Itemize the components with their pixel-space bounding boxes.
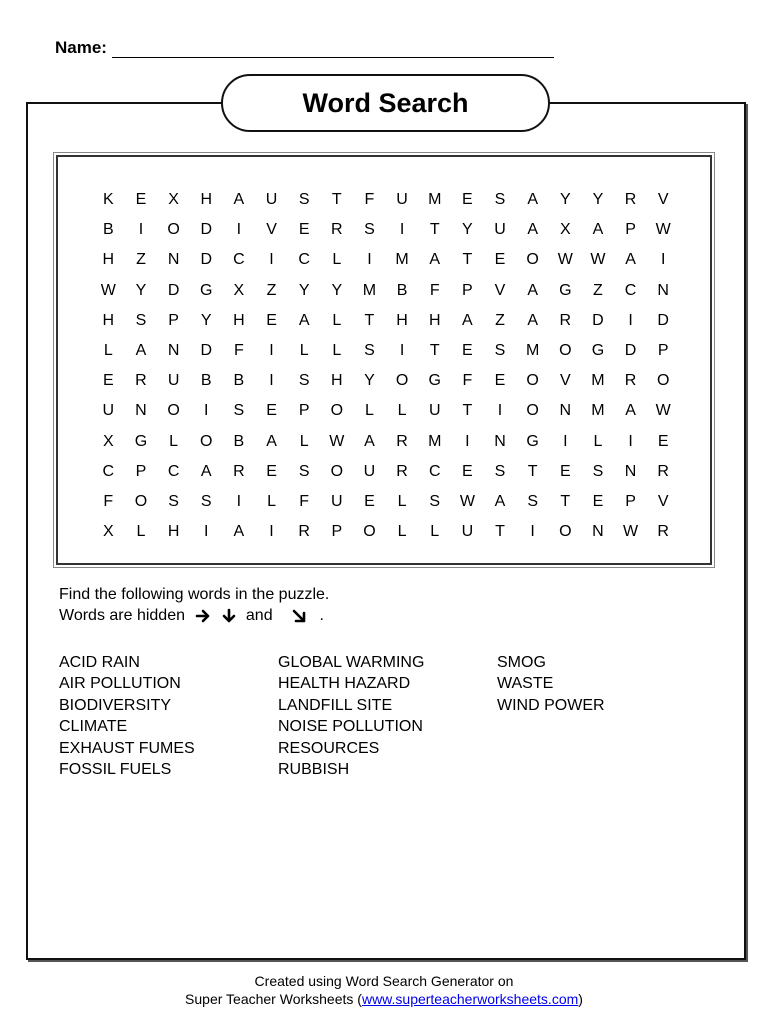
grid-letter: O: [395, 372, 409, 390]
grid-letter: I: [236, 492, 242, 510]
grid-letter: I: [236, 221, 242, 239]
grid-letter: Y: [462, 221, 473, 239]
grid-letter: Y: [331, 281, 343, 299]
grid-letter: M: [428, 432, 442, 450]
grid-letter: G: [428, 372, 441, 390]
grid-letter: U: [428, 402, 441, 420]
grid-letter: W: [459, 492, 475, 510]
grid-letter: P: [657, 342, 669, 360]
grid-letter: N: [135, 402, 147, 420]
grid-letter: U: [396, 191, 408, 209]
grid-letter: L: [169, 432, 179, 450]
grid-letter: I: [465, 432, 470, 450]
grid-letter: P: [462, 281, 473, 299]
word-list-item: RUBBISH: [278, 761, 350, 779]
grid-letter: D: [592, 311, 604, 329]
grid-letter: X: [102, 432, 114, 450]
grid-letter: E: [592, 492, 604, 510]
grid-letter: S: [494, 191, 506, 209]
grid-letter: R: [396, 462, 408, 480]
grid-letter: O: [330, 462, 344, 480]
grid-letter: S: [298, 462, 310, 480]
grid-row: [92, 245, 680, 275]
name-field-row: [55, 38, 554, 58]
grid-letter: A: [233, 523, 245, 541]
grid-letter: C: [298, 251, 310, 269]
footer: [0, 972, 768, 1008]
grid-letter: H: [102, 251, 115, 269]
grid-letter: D: [624, 342, 637, 360]
grid-letter: T: [560, 492, 571, 510]
grid-letter: G: [134, 432, 148, 450]
grid-letter: V: [657, 191, 669, 209]
grid-letter: O: [559, 523, 572, 541]
grid-letter: C: [624, 281, 637, 299]
grid-letter: S: [298, 191, 310, 209]
grid-letter: Y: [200, 311, 212, 329]
grid-letter: T: [462, 402, 473, 420]
name-label: Name:: [55, 38, 107, 57]
grid-row: [92, 276, 680, 306]
grid-row: [92, 457, 680, 487]
grid-letter: M: [395, 251, 409, 269]
grid-letter: Y: [559, 191, 571, 209]
grid-letter: E: [102, 372, 114, 390]
grid-letter: C: [233, 251, 245, 269]
grid-letter: A: [364, 432, 375, 450]
footer-prefix: Super Teacher Worksheets (: [185, 991, 362, 1007]
grid-letter: K: [102, 191, 114, 209]
word-list-column-3: [497, 652, 605, 716]
grid-letter: P: [298, 402, 310, 420]
grid-letter: U: [102, 402, 115, 420]
grid-letter: Y: [592, 191, 604, 209]
grid-letter: S: [135, 311, 147, 329]
grid-letter: B: [233, 432, 245, 450]
grid-letter: O: [134, 492, 148, 510]
grid-letter: I: [399, 342, 405, 360]
grid-letter: G: [591, 342, 605, 360]
grid-letter: H: [167, 523, 180, 541]
grid-letter: E: [494, 372, 506, 390]
grid-letter: A: [298, 311, 310, 329]
grid-letter: L: [332, 251, 342, 269]
grid-letter: U: [494, 221, 506, 239]
grid-letter: E: [135, 191, 147, 209]
grid-letter: Z: [136, 251, 146, 269]
grid-letter: O: [200, 432, 213, 450]
grid-letter: A: [592, 221, 604, 239]
grid-letter: T: [527, 462, 538, 480]
grid-letter: I: [497, 402, 503, 420]
grid-row: [92, 427, 680, 457]
grid-letter: H: [428, 311, 441, 329]
instructions-and: and: [245, 607, 273, 624]
word-list-item: ACID RAIN: [59, 654, 140, 671]
grid-letter: O: [526, 251, 539, 269]
grid-letter: O: [559, 342, 572, 360]
grid-letter: I: [628, 432, 633, 450]
grid-letter: I: [269, 523, 274, 541]
grid-letter: E: [364, 492, 375, 510]
word-list-item: NOISE POLLUTION: [278, 718, 423, 736]
grid-letter: T: [429, 221, 440, 239]
grid-letter: F: [233, 342, 244, 360]
grid-letter: O: [526, 372, 539, 390]
grid-letter: L: [103, 342, 113, 360]
grid-letter: L: [299, 432, 309, 450]
instructions-line-1: Find the following words in the puzzle.: [59, 586, 330, 603]
grid-letter: F: [299, 492, 310, 510]
word-list-item: BIODIVERSITY: [59, 696, 172, 714]
grid-letter: E: [462, 342, 473, 360]
grid-letter: B: [396, 281, 408, 299]
grid-letter: I: [269, 342, 274, 360]
arrow-down-icon: [221, 608, 237, 624]
grid-letter: R: [559, 311, 572, 329]
grid-letter: A: [266, 432, 277, 450]
grid-letter: O: [167, 221, 180, 239]
grid-letter: A: [625, 251, 636, 269]
grid-letter: O: [363, 523, 376, 541]
grid-letter: W: [557, 251, 573, 269]
instructions-period: .: [319, 607, 324, 624]
grid-letter: V: [494, 281, 506, 299]
grid-letter: W: [329, 432, 345, 450]
grid-letter: A: [135, 342, 147, 360]
grid-letter: A: [527, 191, 538, 209]
grid-letter: L: [430, 523, 440, 541]
grid-letter: Y: [364, 372, 375, 390]
grid-letter: L: [299, 342, 309, 360]
grid-letter: W: [590, 251, 606, 269]
grid-letter: M: [525, 342, 540, 360]
grid-letter: U: [265, 191, 278, 209]
footer-link[interactable]: www.superteacherworksheets.com: [361, 991, 579, 1007]
grid-letter: D: [200, 251, 213, 269]
word-list-item: LANDFILL SITE: [278, 696, 393, 714]
grid-letter: I: [204, 523, 209, 541]
grid-row: [92, 215, 680, 245]
grid-letter: I: [269, 251, 274, 269]
grid-letter: M: [428, 191, 442, 209]
grid-letter: S: [494, 462, 506, 480]
arrow-down-right-icon: [291, 608, 307, 624]
grid-letter: C: [102, 462, 115, 480]
grid-letter: L: [364, 402, 374, 420]
grid-letter: I: [530, 523, 535, 541]
word-list-item: FOSSIL FUELS: [59, 761, 172, 779]
grid-letter: R: [233, 462, 245, 480]
word-list-column-2: [278, 652, 424, 780]
grid-letter: E: [266, 402, 277, 420]
grid-letter: Z: [266, 281, 277, 299]
grid-letter: F: [364, 191, 375, 209]
grid-letter: E: [657, 432, 669, 450]
grid-letter: R: [135, 372, 147, 390]
grid-letter: N: [559, 402, 572, 420]
grid-letter: I: [204, 402, 209, 420]
word-list-item: EXHAUST FUMES: [59, 739, 195, 757]
grid-letter: S: [233, 402, 245, 420]
grid-letter: P: [135, 462, 147, 480]
grid-letter: A: [200, 462, 212, 480]
grid-letter: C: [167, 462, 180, 480]
grid-letter: B: [233, 372, 245, 390]
grid-letter: D: [657, 311, 669, 329]
grid-letter: S: [494, 342, 506, 360]
grid-letter: W: [100, 281, 116, 299]
grid-letter: N: [657, 281, 669, 299]
grid-letter: T: [462, 251, 473, 269]
word-list-item: AIR POLLUTION: [59, 675, 181, 693]
grid-row: [92, 366, 680, 396]
word-list-item: SMOG: [497, 654, 546, 671]
grid-letter: V: [266, 221, 277, 239]
grid-letter: P: [625, 221, 636, 239]
grid-letter: A: [429, 251, 441, 269]
grid-letter: T: [429, 342, 440, 360]
grid-letter: I: [660, 251, 666, 269]
grid-letter: A: [527, 221, 538, 239]
grid-letter: G: [200, 281, 213, 299]
grid-letter: N: [624, 462, 637, 480]
grid-letter: S: [527, 492, 538, 510]
grid-letter: F: [429, 281, 440, 299]
instructions: [59, 584, 329, 626]
grid-letter: U: [461, 523, 474, 541]
footer-line-1: Created using Word Search Generator on: [254, 973, 514, 989]
grid-letter: G: [526, 432, 539, 450]
grid-letter: H: [396, 311, 408, 329]
grid-row: [92, 185, 680, 215]
grid-letter: R: [396, 432, 408, 450]
grid-letter: V: [657, 492, 669, 510]
grid-letter: A: [625, 402, 636, 420]
grid-letter: H: [102, 311, 115, 329]
grid-letter: Y: [298, 281, 310, 299]
instructions-hidden-label: Words are hidden: [59, 607, 185, 624]
grid-letter: Y: [135, 281, 147, 299]
grid-letter: R: [624, 372, 637, 390]
grid-letter: R: [657, 462, 669, 480]
grid-letter: N: [494, 432, 506, 450]
grid-letter: S: [168, 492, 179, 510]
grid-letter: C: [428, 462, 441, 480]
grid-letter: E: [462, 462, 473, 480]
instructions-line-2: [59, 605, 329, 626]
grid-letter: W: [655, 221, 671, 239]
grid-row: [92, 396, 680, 426]
word-list-item: WIND POWER: [497, 696, 605, 714]
grid-letter: B: [102, 221, 114, 239]
grid-letter: L: [332, 342, 342, 360]
grid-letter: O: [330, 402, 344, 420]
grid-letter: F: [103, 492, 114, 510]
grid-letter: W: [655, 402, 671, 420]
grid-letter: M: [591, 402, 605, 420]
grid-letter: E: [559, 462, 571, 480]
grid-letter: O: [656, 372, 670, 390]
grid-letter: F: [462, 372, 473, 390]
word-list-item: HEALTH HAZARD: [278, 675, 411, 693]
arrow-right-icon: [195, 608, 211, 624]
word-list-item: WASTE: [497, 675, 554, 693]
grid-letter: L: [267, 492, 276, 510]
grid-letter: P: [168, 311, 179, 329]
grid-letter: L: [332, 311, 342, 329]
grid-letter: S: [298, 372, 310, 390]
grid-letter: E: [266, 462, 277, 480]
grid-letter: L: [397, 492, 407, 510]
grid-letter: B: [200, 372, 212, 390]
grid-letter: D: [200, 221, 213, 239]
grid-letter: H: [200, 191, 213, 209]
grid-letter: X: [559, 221, 571, 239]
grid-letter: E: [462, 191, 473, 209]
grid-letter: R: [624, 191, 637, 209]
grid-letter: H: [233, 311, 245, 329]
grid-letter: I: [367, 251, 372, 269]
grid-letter: X: [102, 523, 114, 541]
grid-letter: L: [397, 402, 407, 420]
page-title: [221, 74, 550, 132]
grid-letter: M: [591, 372, 605, 390]
footer-suffix: ): [578, 991, 583, 1007]
grid-letter: W: [623, 523, 639, 541]
grid-letter: T: [364, 311, 375, 329]
grid-letter: E: [298, 221, 310, 239]
name-line: [112, 40, 554, 58]
grid-letter: U: [363, 462, 376, 480]
grid-letter: N: [592, 523, 604, 541]
grid-letter: N: [167, 342, 180, 360]
grid-letter: R: [331, 221, 343, 239]
grid-letter: T: [495, 523, 505, 541]
grid-letter: S: [592, 462, 604, 480]
grid-letter: S: [200, 492, 212, 510]
grid-letter: E: [266, 311, 277, 329]
grid-letter: S: [364, 221, 375, 239]
grid-letter: G: [559, 281, 572, 299]
grid-letter: U: [167, 372, 180, 390]
grid-letter: Z: [593, 281, 603, 299]
grid-letter: A: [494, 492, 506, 510]
grid-row: [92, 517, 680, 547]
grid-letter: R: [657, 523, 669, 541]
grid-row: [92, 487, 680, 517]
grid-letter: I: [399, 221, 405, 239]
grid-letter: N: [167, 251, 180, 269]
grid-letter: A: [462, 311, 473, 329]
grid-letter: S: [364, 342, 375, 360]
grid-row: [92, 306, 680, 336]
grid-letter: A: [527, 281, 538, 299]
grid-row: [92, 336, 680, 366]
grid-letter: M: [362, 281, 377, 299]
grid-letter: P: [625, 492, 636, 510]
grid-letter: D: [167, 281, 180, 299]
grid-letter: O: [167, 402, 180, 420]
grid-letter: I: [563, 432, 568, 450]
grid-letter: S: [429, 492, 441, 510]
grid-letter: A: [233, 191, 245, 209]
word-list-column-1: [59, 652, 195, 780]
grid-letter: A: [527, 311, 538, 329]
grid-letter: H: [331, 372, 343, 390]
grid-letter: O: [526, 402, 539, 420]
grid-letter: I: [138, 221, 144, 239]
word-list-item: RESOURCES: [278, 739, 380, 757]
grid-letter: I: [269, 372, 274, 390]
grid-letter: X: [168, 191, 179, 209]
grid-letter: T: [331, 191, 342, 209]
grid-letter: L: [397, 523, 407, 541]
grid-letter: U: [331, 492, 343, 510]
grid-letter: I: [628, 311, 633, 329]
letter-grid: [92, 185, 680, 547]
grid-letter: Z: [495, 311, 505, 329]
title-text: Word Search: [302, 87, 469, 118]
grid-letter: E: [494, 251, 506, 269]
grid-letter: V: [559, 372, 571, 390]
grid-letter: L: [593, 432, 603, 450]
grid-letter: R: [298, 523, 310, 541]
footer-line-2: [0, 990, 768, 1008]
grid-letter: D: [200, 342, 213, 360]
word-list-item: GLOBAL WARMING: [278, 654, 425, 671]
grid-letter: P: [331, 523, 343, 541]
word-list-item: CLIMATE: [59, 718, 128, 736]
grid-letter: L: [136, 523, 146, 541]
grid-letter: X: [233, 281, 245, 299]
